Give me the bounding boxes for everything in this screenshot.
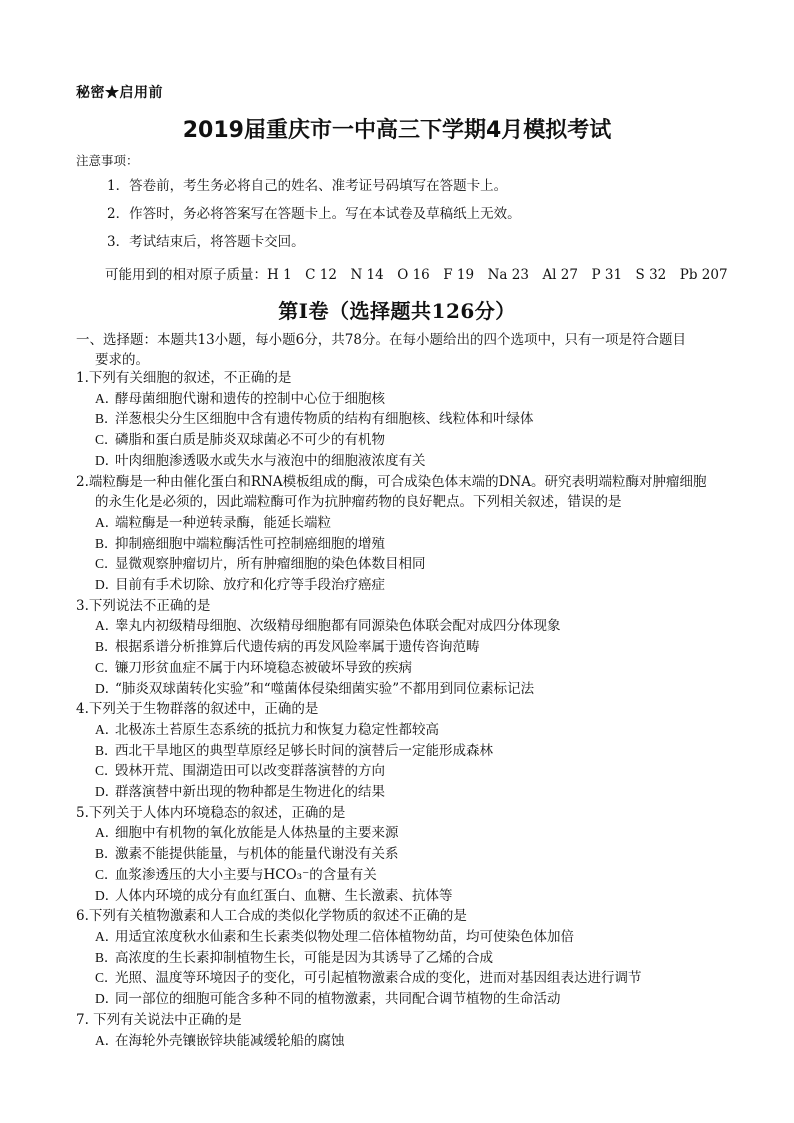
question-6: [76, 906, 736, 1010]
page-title: 2019届重庆市一中高三下学期4月模拟考试: [182, 118, 612, 143]
option-a: A．细胞中有机物的氧化放能是人体热量的主要来源: [95, 825, 399, 842]
option-c: C．血浆渗透压的大小主要与HCO₃⁻的含量有关: [95, 866, 377, 883]
option-a: A．酵母菌细胞代谢和遗传的控制中心位于细胞核: [95, 390, 385, 407]
question-stem: 5.下列关于人体内环境稳态的叙述，正确的是: [76, 804, 346, 821]
question-7: [76, 1010, 736, 1051]
question-stem: 6.下列有关植物激素和人工合成的类似化学物质的叙述不正确的是: [76, 908, 467, 925]
option-b: B．抑制癌细胞中端粒酶活性可控制癌细胞的增殖: [95, 535, 385, 552]
notice-item: 3．考试结束后，将答题卡交回。: [107, 234, 305, 250]
notice-heading: 注意事项：: [76, 153, 139, 168]
option-c: C．镰刀形贫血症不属于内环境稳态被破坏导致的疾病: [95, 659, 412, 676]
question-1: [76, 368, 736, 472]
question-stem: 7. 下列有关说法中正确的是: [76, 1011, 242, 1028]
option-c: C．显微观察肿瘤切片，所有肿瘤细胞的染色体数目相同: [95, 556, 426, 573]
option-d: D．目前有手术切除、放疗和化疗等手段治疗癌症: [95, 577, 385, 594]
notice-list: [107, 175, 521, 259]
question-3: [76, 596, 736, 700]
option-d: D．“肺炎双球菌转化实验”和“噬菌体侵染细菌实验”不都用到同位素标记法: [95, 680, 535, 697]
notice-item: 1．答卷前，考生务必将自己的姓名、准考证号码填写在答题卡上。: [107, 178, 508, 194]
option-b: B．高浓度的生长素抑制植物生长，可能是因为其诱导了乙烯的合成: [95, 949, 493, 966]
question-list: [76, 368, 736, 1051]
option-a: A．用适宜浓度秋水仙素和生长素类似物处理二倍体植物幼苗，均可使染色体加倍: [95, 928, 574, 945]
option-d: D．群落演替中新出现的物种都是生物进化的结果: [95, 784, 385, 801]
option-a: A．端粒酶是一种逆转录酶，能延长端粒: [95, 514, 331, 531]
question-2: [76, 472, 736, 596]
option-a: A．睾丸内初级精母细胞、次级精母细胞都有同源染色体联会配对成四分体现象: [95, 618, 561, 635]
section-title: 第Ⅰ卷（选择题共126分）: [278, 299, 516, 323]
question-stem-continued: 的永生化是必须的，因此端粒酶可作为抗肿瘤药物的良好靶点。下列相关叙述，错误的是: [95, 494, 622, 511]
option-c: C．磷脂和蛋白质是肺炎双球菌必不可少的有机物: [95, 432, 385, 449]
option-d: D．叶肉细胞渗透吸水或失水与液泡中的细胞液浓度有关: [95, 452, 426, 469]
instruction-line: 一、选择题：本题共13小题，每小题6分，共78分。在每小题给出的四个选项中，只有一项是符合题目: [76, 332, 686, 348]
section-instruction: [76, 330, 726, 370]
question-4: [76, 699, 736, 803]
option-a: A．北极冻土苔原生态系统的抵抗力和恢复力稳定性都较高: [95, 721, 439, 738]
question-stem: 3.下列说法不正确的是: [76, 597, 211, 614]
instruction-line: 要求的。: [95, 352, 149, 368]
secret-label: 秘密★启用前: [76, 85, 163, 101]
atomic-mass-line: 可能用到的相对原子质量：H 1 C 12 N 14 O 16 F 19 Na 23 Al 27 P 31 S 32 Pb 207: [105, 267, 728, 283]
option-b: B．洋葱根尖分生区细胞中含有遗传物质的结构有细胞核、线粒体和叶绿体: [95, 411, 534, 428]
option-d: D．人体内环境的成分有血红蛋白、血糖、生长激素、抗体等: [95, 887, 453, 904]
option-c: C．光照、温度等环境因子的变化，可引起植物激素合成的变化，进而对基因组表达进行调节: [95, 970, 642, 987]
question-stem: 1.下列有关细胞的叙述，不正确的是: [76, 370, 292, 386]
option-b: B．激素不能提供能量，与机体的能量代谢没有关系: [95, 846, 399, 863]
question-stem: 2.端粒酶是一种由催化蛋白和RNA模板组成的酶，可合成染色体末端的DNA。研究表明端粒酶对肿瘤细胞: [76, 473, 707, 490]
option-b: B．西北干旱地区的典型草原经足够长时间的演替后一定能形成森林: [95, 742, 493, 759]
question-5: [76, 803, 736, 907]
question-stem: 4.下列关于生物群落的叙述中，正确的是: [76, 701, 319, 718]
notice-item: 2．作答时，务必将答案写在答题卡上。写在本试卷及草稿纸上无效。: [107, 206, 521, 222]
option-c: C．毁林开荒、围湖造田可以改变群落演替的方向: [95, 763, 385, 780]
option-d: D．同一部位的细胞可能含多种不同的植物激素，共同配合调节植物的生命活动: [95, 991, 561, 1008]
option-a: A．在海轮外壳镶嵌锌块能减缓轮船的腐蚀: [95, 1032, 345, 1049]
option-b: B．根据系谱分析推算后代遗传病的再发风险率属于遗传咨询范畴: [95, 639, 480, 656]
